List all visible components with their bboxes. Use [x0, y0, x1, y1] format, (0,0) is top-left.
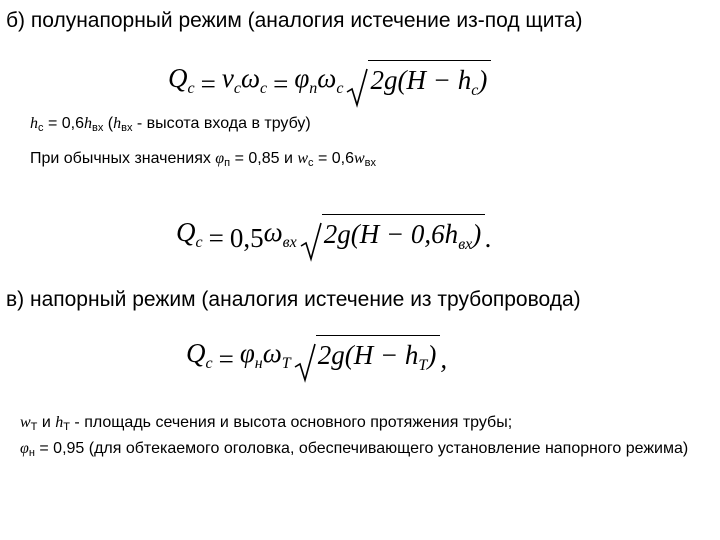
formula-terminator: .: [485, 222, 492, 253]
equals-sign: =: [208, 222, 224, 253]
formula-half-pressure-simplified: [176, 212, 492, 263]
formula-half-pressure: [168, 58, 491, 109]
radical-sign-icon: [300, 222, 322, 262]
formula-term: $\omega_c$: [240, 63, 268, 97]
formula-lhs: $Q_c$: [168, 63, 195, 97]
formula-terminator: ,: [440, 343, 448, 374]
square-root: [300, 214, 486, 262]
coefficient: 0,5: [229, 222, 264, 253]
equals-sign: =: [273, 68, 289, 99]
square-root: [294, 335, 441, 383]
note-pipe-parameters: $w_T$ и $h_T$ - площадь сечения и высота основного протяжения трубы; $\varphi_н = 0,95$ (для обтекаемого оголовка, обеспечивающего установление напорного режима): [20, 414, 689, 459]
formula-term: $\varphi_н$: [239, 338, 263, 372]
equals-sign: =: [218, 343, 234, 374]
square-root: [346, 60, 491, 108]
note-entrance-height: $h_c = 0,6h_{вх}$ ($h_{вх}$ - высота входа в трубу): [30, 115, 311, 134]
radical-sign-icon: [294, 343, 316, 383]
section-c-heading: в) напорный режим (аналогия истечение из трубопровода): [6, 288, 581, 311]
radicand: $2g(H - 0,6h_{вх})$: [322, 214, 486, 262]
formula-lhs: $Q_c$: [176, 217, 203, 251]
radicand: $2g(H - h_T)$: [316, 335, 441, 383]
formula-term: $\varphi_n$: [294, 63, 318, 97]
section-b-heading: б) полунапорный режим (аналогия истечение из-под щита): [6, 9, 583, 32]
formula-term: $\omega_T$: [262, 338, 291, 372]
equals-sign: =: [200, 68, 216, 99]
formula-pressure: [186, 333, 447, 384]
radicand: $2g(H - h_c)$: [368, 60, 491, 108]
formula-term: $\omega_c$: [317, 63, 344, 97]
formula-term: $\nu_c$: [221, 63, 241, 97]
formula-term: $\omega_{вх}$: [263, 217, 297, 251]
radical-sign-icon: [346, 68, 368, 108]
note-typical-values: При обычных значениях $\varphi_п = 0,85$ и $w_c = 0,6w_{вх}$: [30, 150, 376, 169]
formula-lhs: $Q_c$: [186, 338, 213, 372]
